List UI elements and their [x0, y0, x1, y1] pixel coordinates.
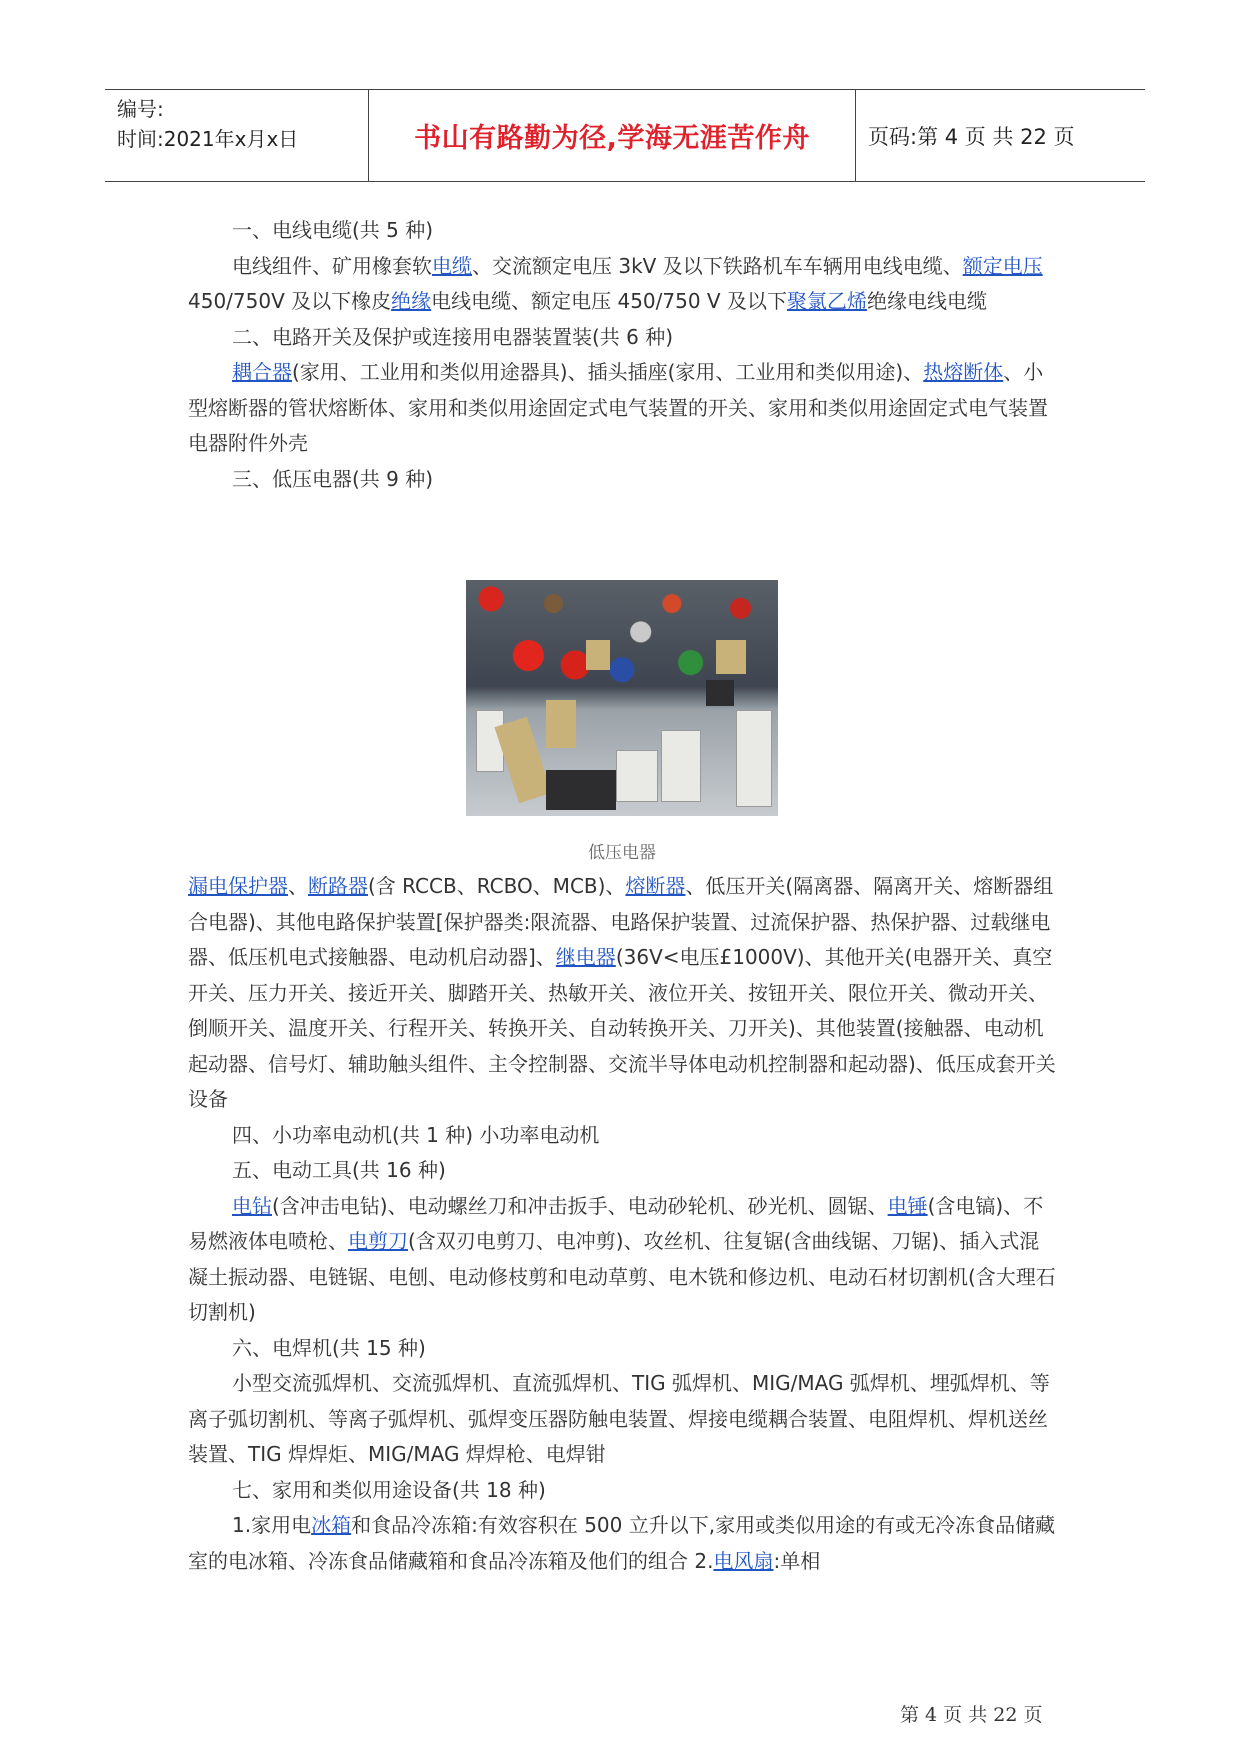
content-bottom — [188, 869, 1058, 1579]
text-run: (含电镐)、不易燃液体电喷枪、 — [188, 1193, 1044, 1253]
header-page-cell — [856, 90, 1145, 181]
photo-detail — [716, 640, 746, 674]
link-pvc[interactable]: 聚氯乙烯 — [786, 289, 867, 313]
section-4-line: 四、小功率电动机(共 1 种) 小功率电动机 — [232, 1122, 600, 1147]
section-7-title: 七、家用和类似用途设备(共 18 种) — [232, 1477, 546, 1502]
doc-number-label: 编号: — [117, 97, 164, 121]
text-run: (含双刃电剪刀、电冲剪)、攻丝机、往复锯(含曲线锯、刀锯)、插入式混凝土振动器、电链锯、电刨、电动修枝剪和电动草剪、电木铣和修边机、电动石材切割机(含大理石切割机) — [188, 1229, 1056, 1324]
link-relay[interactable]: 继电器 — [555, 945, 616, 969]
text-run: 450/750V 及以下橡皮 — [188, 289, 392, 313]
photo-detail — [546, 700, 576, 748]
link-rated-voltage[interactable]: 额定电压 — [962, 253, 1043, 278]
section-6-title: 六、电焊机(共 15 种) — [232, 1335, 426, 1360]
text-run: 电线组件、矿用橡套软 — [232, 253, 432, 278]
link-circuit-breaker[interactable]: 断路器 — [308, 874, 368, 898]
photo-detail — [546, 770, 616, 810]
text-run: (家用、工业用和类似用途器具)、插头插座(家用、工业用和类似用途)、 — [292, 360, 924, 384]
text-run: 、交流额定电压 3kV 及以下铁路机车车辆用电线电缆、 — [472, 253, 963, 278]
text-run: 1.家用电 — [232, 1513, 312, 1537]
section-5-title: 五、电动工具(共 16 种) — [232, 1158, 446, 1182]
link-fuse[interactable]: 熔断器 — [625, 874, 686, 898]
page-header — [105, 89, 1145, 182]
header-page-number: 页码:第 4 页 共 22 页 — [868, 124, 1075, 149]
header-meta — [105, 90, 369, 181]
photo-detail — [616, 750, 658, 802]
text-run: (含 RCCB、RCBO、MCB)、 — [368, 874, 626, 898]
text-run: :单相 — [773, 1548, 821, 1573]
page-footer: 第 4 页 共 22 页 — [900, 1704, 1043, 1726]
section-1-text — [188, 249, 1058, 320]
link-coupler[interactable]: 耦合器 — [232, 360, 292, 384]
photo-caption: 低压电器 — [588, 843, 656, 863]
link-refrigerator[interactable]: 冰箱 — [311, 1513, 352, 1537]
link-insulation[interactable]: 绝缘 — [391, 289, 432, 313]
doc-time-label: 时间:2021年x月x日 — [117, 127, 299, 151]
header-motto: 书山有路勤为径,学海无涯苦作舟 — [414, 123, 810, 154]
photo-detail — [706, 680, 734, 706]
link-electric-drill[interactable]: 电钻 — [232, 1193, 272, 1218]
section-1-title: 一、电线电缆(共 5 种) — [232, 218, 434, 242]
section-3-text — [188, 869, 1058, 1118]
photo-detail — [586, 640, 610, 670]
text-run: 和食品冷冻箱:有效容积在 500 立升以下,家用或类似用途的有或无冷冻食品储藏室的电冰箱、冷冻食品储藏箱和食品冷冻箱及他们的组合 2. — [188, 1513, 1056, 1573]
link-electric-fan[interactable]: 电风扇 — [713, 1548, 774, 1573]
text-run: 、小型熔断器的管状熔断体、家用和类似用途固定式电气装置的开关、家用和类似用途固定式电气装置电器附件外壳 — [188, 360, 1048, 455]
text-run: (36V<电压£1000V)、其他开关(电器开关、真空开关、压力开关、接近开关、脚踏开关、热敏开关、液位开关、按钮开关、限位开关、微动开关、倒顺开关、温度开关、行程开关、转换开关、自动转换开关、刀开关)、其他装置(接触器、电动机起动器、信号灯、辅助触头组件、主令控制器、交流半导体电动机控制器和起动器)、低压成套开关设备 — [188, 945, 1056, 1111]
section-2-text — [188, 355, 1058, 462]
section-3-title: 三、低压电器(共 9 种) — [232, 466, 434, 491]
section-6-text: 小型交流弧焊机、交流弧焊机、直流弧焊机、TIG 弧焊机、MIG/MAG 弧焊机、埋弧焊机、等离子弧切割机、等离子弧焊机、弧焊变压器防触电装置、焊接电缆耦合装置、电阻焊机、焊机送丝装置、TIG 焊焊炬、MIG/MAG 焊焊枪、电焊钳 — [188, 1371, 1050, 1466]
link-electric-hammer[interactable]: 电锤 — [887, 1193, 928, 1218]
section-7-text — [188, 1508, 1058, 1579]
text-run: 电线电缆、额定电压 450/750 V 及以下 — [431, 289, 787, 313]
text-run: 、 — [288, 874, 308, 898]
link-electric-shears[interactable]: 电剪刀 — [348, 1229, 408, 1253]
section-2-title: 二、电路开关及保护或连接用电器装置装(共 6 种) — [232, 324, 674, 349]
link-cable[interactable]: 电缆 — [432, 253, 472, 278]
section-5-text — [188, 1189, 1058, 1331]
link-leakage-protector[interactable]: 漏电保护器 — [188, 874, 288, 898]
link-thermal-fuse[interactable]: 热熔断体 — [923, 360, 1004, 384]
content-top — [188, 213, 1058, 497]
low-voltage-apparatus-photo — [466, 580, 778, 816]
text-run: (含冲击电钻)、电动螺丝刀和冲击扳手、电动砂轮机、砂光机、圆锯、 — [272, 1193, 888, 1218]
text-run: 、低压开关(隔离器、隔离开关、熔断器组合电器)、其他电路保护装置[保护器类:限流器、电路保护装置、过流保护器、热保护器、过载继电器、低压机电式接触器、电动机启动器]、 — [188, 874, 1054, 969]
header-motto-cell — [369, 90, 856, 181]
photo-detail — [661, 730, 701, 802]
text-run: 绝缘电线电缆 — [866, 289, 987, 313]
photo-detail — [736, 710, 772, 807]
